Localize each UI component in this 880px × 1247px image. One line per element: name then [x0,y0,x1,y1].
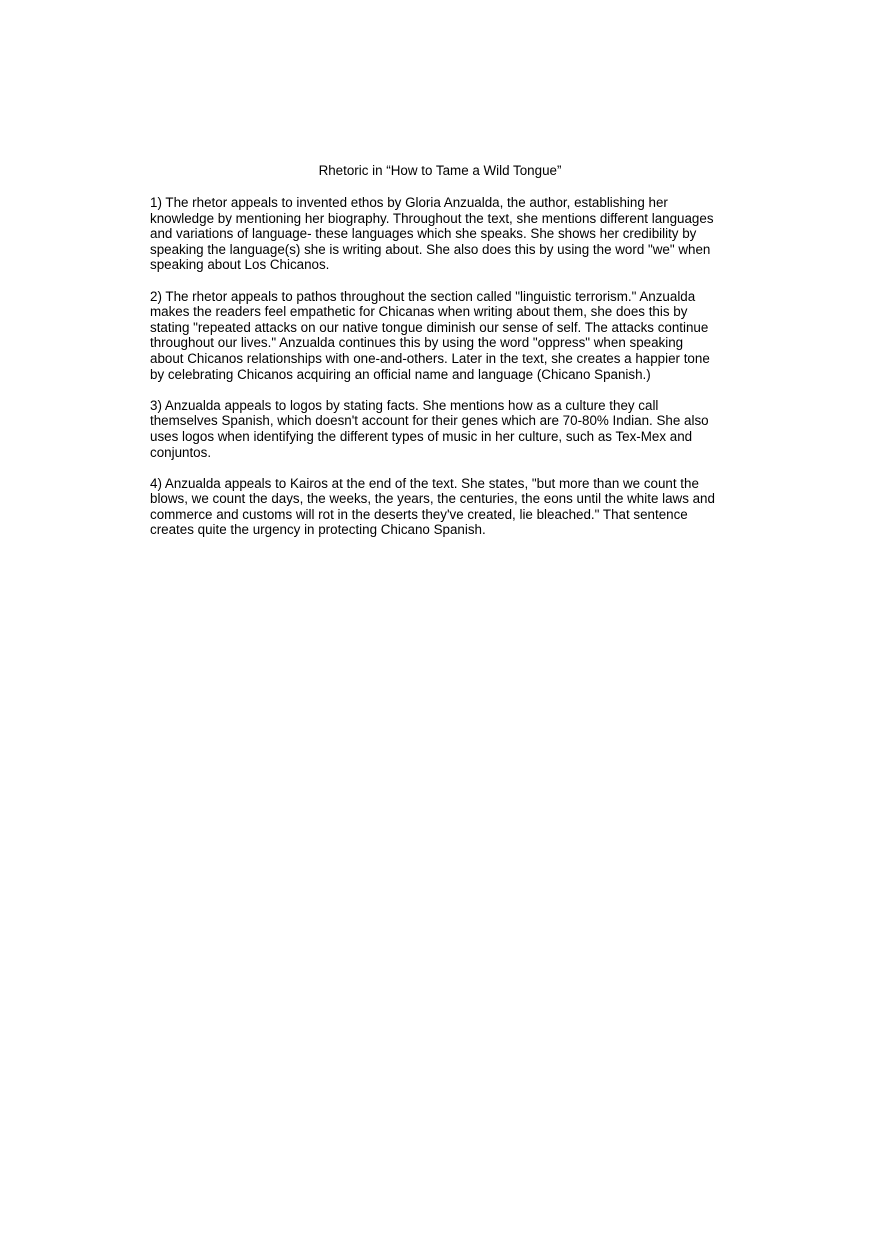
text-line: 3) Anzualda appeals to logos by stating facts. She mentions how as a culture they call [150,397,659,413]
text-line: creates quite the urgency in protecting Chicano Spanish. [150,522,486,538]
paragraph-kairos [150,476,735,538]
text-line: 4) Anzualda appeals to Kairos at the end of the text. She states, "but more than we count the [150,475,699,491]
paragraph-logos [150,398,735,460]
text-line: knowledge by mentioning her biography. Throughout the text, she mentions different languages [150,210,714,226]
document-body [150,195,735,554]
paragraph-pathos [150,289,735,383]
text-line: uses logos when identifying the different types of music in her culture, such as Tex-Mex and [150,428,693,444]
text-line: 2) The rhetor appeals to pathos throughout the section called "linguistic terrorism." Anzualda [150,288,696,304]
text-line: blows, we count the days, the weeks, the years, the centuries, the eons until the white laws and [150,491,715,507]
text-line: throughout our lives." Anzualda continues this by using the word "oppress" when speaking [150,335,684,351]
text-line: about Chicanos relationships with one-and-others. Later in the text, she creates a happier tone [150,350,710,366]
text-line: speaking the language(s) she is writing about. She also does this by using the word "we" when [150,241,711,257]
text-line: stating "repeated attacks on our native tongue diminish our sense of self. The attacks continue [150,319,709,335]
text-line: makes the readers feel empathetic for Chicanas when writing about them, she does this by [150,304,688,320]
text-line: themselves Spanish, which doesn't account for their genes which are 70-80% Indian. She also [150,413,709,429]
text-line: conjuntos. [150,444,212,460]
paragraph-ethos [150,195,735,273]
text-line: 1) The rhetor appeals to invented ethos by Gloria Anzualda, the author, establishing her [150,195,668,210]
text-line: and variations of language- these languages which she speaks. She shows her credibility by [150,226,697,242]
text-line: commerce and customs will rot in the deserts they've created, lie bleached." That sentence [150,506,688,522]
text-line: by celebrating Chicanos acquiring an official name and language (Chicano Spanish.) [150,366,651,382]
page-title: Rhetoric in “How to Tame a Wild Tongue” [318,163,562,178]
text-line: speaking about Los Chicanos. [150,257,330,273]
